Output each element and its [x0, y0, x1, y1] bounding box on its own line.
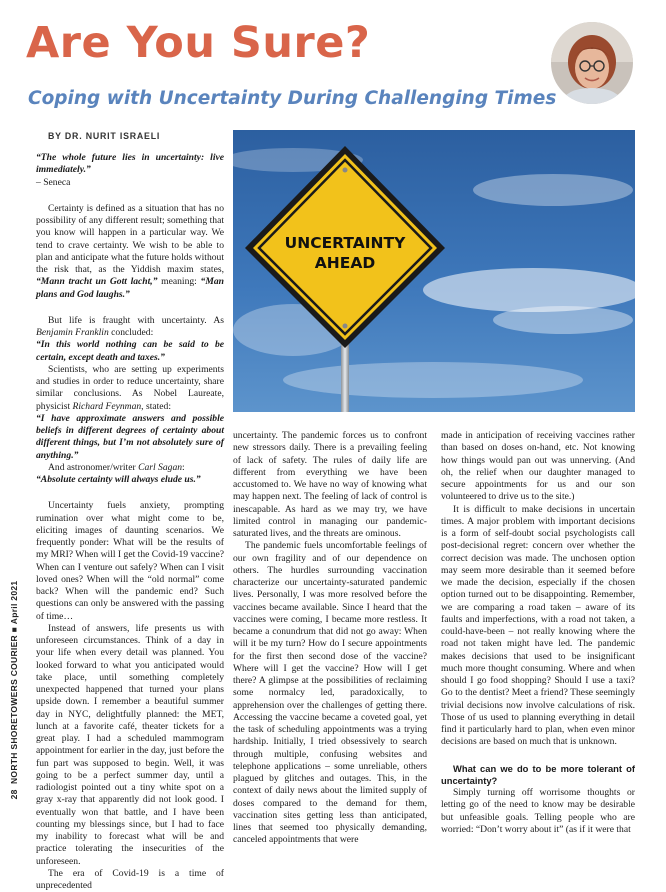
sign-line-1: UNCERTAINTY — [284, 234, 406, 252]
paragraph: Uncertainty fuels anxiety, prompting rumination over what might come to be, eliciting images of daunting scenarios. We frequently ponder: What will be the results of my MRI? When will I get the Covid-19 vaccine? When can I venture out safely? When can I visit loved ones? When will the “old normal” come back? When will the pandemic end? Such questions can only be answered with the passing of time… — [36, 500, 224, 622]
quote-sagan: “Absolute certainty will always elude us.” — [36, 474, 201, 485]
paragraph: The era of Covid-19 is a time of unprecedented — [36, 867, 224, 891]
article-column-1 — [36, 152, 224, 892]
paragraph: Simply turning off worrisome thoughts or letting go of the need to know may be desirable but unfeasible goals. Telling people who are worried: “Don’t worry about it” (as if it were that — [441, 787, 635, 835]
quote-seneca: “The whole future lies in uncertainty: live immediately.” — [36, 152, 224, 176]
paragraph: The pandemic fuels uncomfortable feelings of our own fragility and of our dependence on others. The hurdles surrounding vaccination characterize our uncertainty-saturated pandemic lives. Personally, I was more resolved before the vaccines became available. Since I heard that the vaccines were coming, I became more restless. It became a conundrum that did not go away: When will it be my turn? How do I secure appointments for the first then second dose of the vaccine? Where will I get the vaccine? How will I get there? A glimpse at the possibilities of reclaiming some normalcy led, paradoxically, to apprehension over the challenges of getting there. Accessing the vaccine became a coveted goal, yet the task of scheduling appointments was a trying hardship. Initially, I tried obsessively to search through multiple, confusing websites and telephone applications – some unreliable, others plagued by glitches and outages. This, in the context of daily news about the limited supply of doses compared to the demand for them, vaccination sites getting less than anticipated, lines that seemed too physically demanding, canceled appointments that were — [233, 540, 427, 846]
page-sidebar — [8, 540, 20, 840]
paragraph: It is difficult to make decisions in uncertain times. A major problem with important decisions is a form of self-doubt social psychologists call post-decisional regret: concern over whether the correct decision was made. The unchosen option may seem more desirable than it seemed before we made the decision, especially if the chosen option turned out to be disappointing. Remember, we are comparing a road taken – aware of its faults and imperfections, with a road not taken, a could-have-been – not really knowing where the road not taken might have led. The pandemic makes decisions that used to be insignificant much more thought consuming. Where and when should I go food shopping? Should I use a taxi? Go to the dentist? Meet a friend? These seemingly trivial decisions now involve calculations of risk. Those of us used to planning everything in detail find it particularly hard to plan, when even minor decisions are based on much that is unknown. — [441, 503, 635, 748]
paragraph: And astronomer/writer Carl Sagan: — [48, 461, 185, 473]
quote-franklin: “In this world nothing can be said to be certain, except death and taxes.” — [36, 339, 224, 363]
issue-date: April 2021 — [9, 580, 19, 625]
paragraph: made in anticipation of receiving vaccines rather than based on doses on-hand, etc. Not knowing how things would pan out was unnerving. (And oh, the relief when our daughter managed to secure appointments for us and our son volunteered to drive us to the site.) — [441, 430, 635, 503]
sign-line-2: AHEAD — [314, 254, 376, 272]
article-title: Are You Sure? — [26, 18, 371, 68]
byline: BY DR. NURIT ISRAELI — [48, 131, 161, 141]
article-column-2 — [233, 430, 427, 847]
article-subtitle: Coping with Uncertainty During Challenging Times — [28, 88, 557, 109]
paragraph: uncertainty. The pandemic forces us to confront new stressors daily. There is a prevailing feeling of lack of safety. The rules of daily life are different from everything we have been accustomed to. We have no way of knowing what may happen next. The feeling of lack of control is inescapable. As hard as we may try, we have limited control in managing our pandemic-saturated lives, and the threats are ominous. — [233, 430, 427, 539]
page-number: 28 — [9, 789, 19, 800]
quote-feynman: “I have approximate answers and possible beliefs in different degrees of certainty about different things, but I’m not absolutely sure of anything.” — [36, 412, 224, 461]
uncertainty-sign-photo — [233, 130, 635, 412]
publication-name: NORTH SHORETOWERS COURIER — [9, 635, 19, 785]
paragraph: Scientists, who are setting up experiments and studies in order to reduce uncertainty, share similar conclusions. As Nobel Laureate, physicist Richard Feynman, stated: — [36, 363, 224, 412]
author-photo — [551, 22, 633, 104]
section-heading: What can we do to be more tolerant of uncertainty? — [441, 762, 635, 786]
quote-seneca-attribution: – Seneca — [36, 176, 71, 188]
paragraph: Certainty is defined as a situation that has no possibility of any different result; something that you know will happen in a particular way. We tend to crave certainty. We wish to be able to plan and anticipate what the future holds without the risk that, as the Yiddish maxim states, “Mann tracht un Gott lacht,” meaning: “Man plans and God laughs.” — [36, 202, 224, 300]
paragraph: But life is fraught with uncertainty. As Benjamin Franklin concluded: — [36, 314, 224, 338]
paragraph: Instead of answers, life presents us with unforeseen circumstances. Think of a day in your life when every detail was planned. You looked forward to what you anticipated would take place, until something completely unexpected happened that turned your plans upside down. I remember a beautiful summer day in NYC, delightfully planned: the MET, lunch at a favorite café, theater tickets for a great play. I had a scheduled mammogram appointment for earlier in the day, just before the fun part was supposed to begin. Well, it was going to be a perfect summer day, until a radiologist pointed out a tiny white spot on a gray x-ray that apparently did not look good. I eventually won that battle, and I have been counting my blessings since, but I had to face my inability to forecast what will be and practice tolerating the insecurities of the unforeseen. — [36, 622, 224, 867]
sidebar-text: 28 NORTH SHORETOWERS COURIER ■ April 2021 — [9, 580, 19, 800]
article-column-3 — [441, 430, 635, 836]
